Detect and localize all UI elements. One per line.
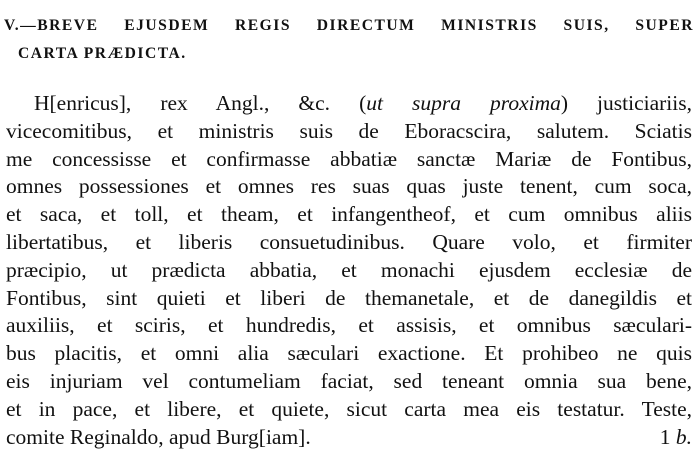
last-line-text: comite Reginaldo, apud Burg[iam]. xyxy=(6,424,311,449)
heading-line-2: CARTA PRÆDICTA. xyxy=(18,45,187,62)
body-line-1-italic: ut supra proxima xyxy=(366,91,561,115)
folio-number: 1 xyxy=(659,424,671,449)
body-line-5: et saca, et toll, et theam, et infangentheof, et cum omnibus aliis xyxy=(6,202,692,227)
body-line-7: præcipio, ut prædicta abbatia, et monachi ejusdem ecclesiæ de xyxy=(6,257,692,282)
body-line-11: eis injuriam vel contumeliam faciat, sed teneant omnia sua bene, xyxy=(6,368,692,393)
body-line-6: libertatibus, et liberis consuetudinibus. Quare volo, et firmiter xyxy=(6,229,692,254)
folio-reference xyxy=(660,424,692,452)
folio-letter: b. xyxy=(675,424,692,449)
body-line-1 xyxy=(6,90,692,118)
body-line-2: vicecomitibus, et ministris suis de Eboracscira, salutem. Sciatis xyxy=(6,118,692,143)
body-line-10: bus placitis, et omni alia sæculari exactione. Et prohibeo ne quis xyxy=(6,341,692,366)
charter-body xyxy=(6,90,692,451)
charter-heading xyxy=(4,17,694,62)
heading-line-1: V.—BREVE EJUSDEM REGIS DIRECTUM MINISTRIS SUIS, SUPER xyxy=(4,17,694,34)
body-line-4: omnes possessiones et omnes res suas quas juste tenent, cum soca, xyxy=(6,174,692,199)
body-line-1-text-a: H[enricus], rex Angl., &c. ( xyxy=(34,91,367,115)
body-line-12: et in pace, et libere, et quiete, sicut carta mea eis testatur. Teste, xyxy=(6,396,692,421)
body-line-3: me concessisse et confirmasse abbatiæ sanctæ Mariæ de Fontibus, xyxy=(6,146,692,171)
body-line-13 xyxy=(6,424,692,452)
body-line-8: Fontibus, sint quieti et liberi de themanetale, et de danegildis et xyxy=(6,285,692,310)
body-line-1-text-b: ) justiciariis, xyxy=(560,91,692,115)
body-line-9: auxiliis, et sciris, et hundredis, et assisis, et omnibus sæculari- xyxy=(6,313,692,338)
